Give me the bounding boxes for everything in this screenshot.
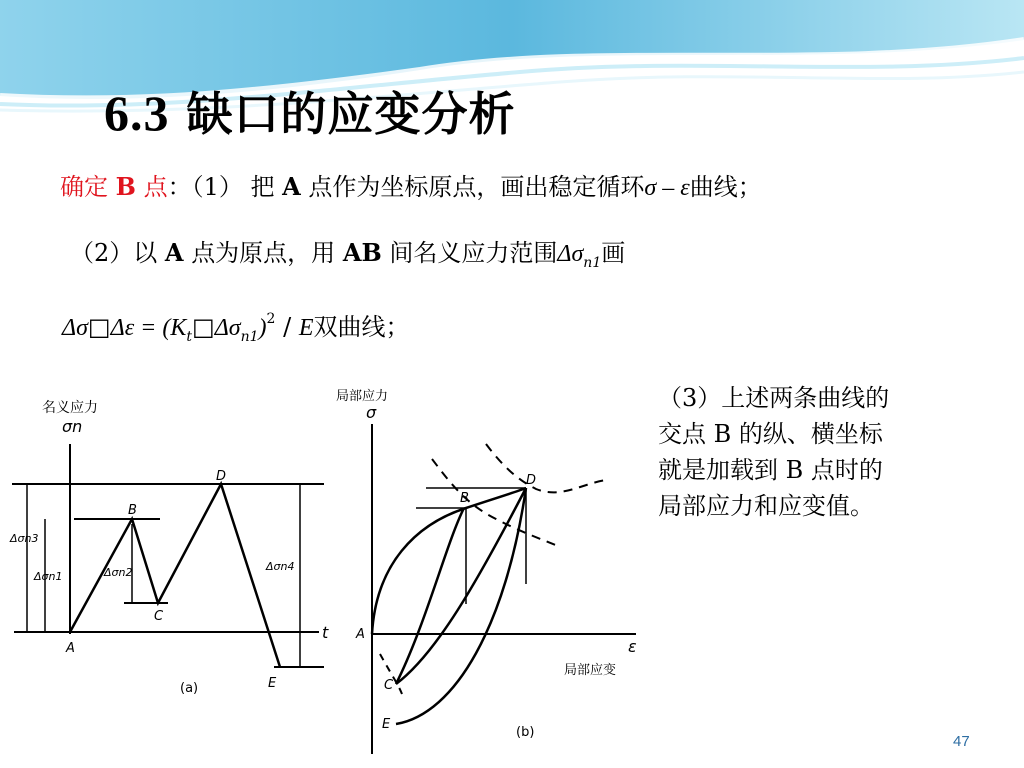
f-ds: Δσ	[214, 315, 241, 341]
fig-a-point: E	[268, 676, 277, 691]
fig-a-t-axis: t	[322, 623, 329, 642]
line1-t2: 点作为坐标原点，画出稳定循环	[308, 173, 645, 201]
fig-b-point: C	[384, 678, 394, 693]
para-line: 交点 B 的纵、横坐标	[658, 420, 883, 448]
para-line: （3）上述两条曲线的	[658, 384, 890, 412]
f-box2: □	[192, 313, 215, 341]
f-lhs: Δσ	[62, 315, 88, 341]
fig-a-label: Δσn4	[266, 560, 295, 573]
f-box1: □	[87, 313, 111, 341]
fig-b-xsym: ε	[628, 637, 637, 656]
fig-a-point: A	[66, 641, 75, 656]
f-de: Δε = (	[110, 315, 171, 341]
line2-t4: 画	[601, 239, 626, 267]
fig-a-ysym: σn	[62, 417, 83, 436]
f-exp: 2	[266, 311, 276, 327]
text-line-1	[60, 172, 762, 203]
figure-a-nominal-stress	[4, 384, 336, 754]
line2-t1: 以	[133, 239, 158, 267]
fig-b-point: A	[356, 627, 365, 642]
title-text: 缺口的应变分析	[186, 87, 516, 141]
para-line: 局部应力和应变值。	[658, 492, 874, 520]
line2-sym: Δσ	[557, 241, 584, 267]
line2-t2: 点为原点，用	[191, 239, 336, 267]
page-number: 47	[953, 733, 970, 750]
step3-paragraph	[658, 380, 988, 524]
figure-b-local-stress-strain	[336, 384, 656, 754]
f-close: )	[258, 315, 267, 341]
fig-a-ylabel: 名义应力	[42, 400, 98, 416]
para-line: 就是加载到 B 点时的	[658, 456, 883, 484]
line1-a: A	[282, 172, 301, 201]
f-dsub: n1	[240, 329, 259, 345]
f-t: 双曲线；	[313, 313, 410, 341]
line2-sub: n1	[583, 255, 602, 271]
fig-a-point: C	[154, 609, 164, 624]
fig-a-caption: (a)	[180, 681, 199, 696]
line2-ab: AB	[342, 238, 382, 267]
line1-label-tail: 点	[143, 173, 168, 201]
line2-t3: 间名义应力范围	[389, 239, 558, 267]
line1-sym: σ – ε	[644, 175, 690, 201]
line1-t1: 把	[250, 173, 275, 201]
fig-b-ylabel: 局部应力	[336, 389, 389, 404]
line2-a: A	[164, 238, 184, 267]
fig-b-point: E	[382, 717, 391, 732]
line1-sep: ：	[167, 173, 192, 201]
fig-b-xlabel: 局部应变	[564, 663, 617, 678]
fig-a-label: Δσn3	[10, 532, 39, 545]
line1-label-b: B	[115, 172, 136, 201]
f-ksub: t	[186, 329, 192, 345]
line1-step: （1）	[191, 173, 243, 201]
page-title	[104, 78, 516, 144]
line2-step: （2）	[70, 239, 134, 267]
title-number: 6.3	[104, 85, 170, 141]
formula-line-3	[62, 304, 409, 352]
fig-b-point: B	[460, 491, 469, 506]
f-k: K	[170, 315, 187, 341]
text-line-2	[70, 238, 625, 278]
line1-t3: 曲线；	[689, 173, 762, 201]
fig-a-label: Δσn2	[104, 566, 133, 579]
fig-b-caption: (b)	[516, 725, 535, 740]
f-e: E	[298, 315, 314, 341]
fig-a-point: D	[216, 469, 227, 484]
f-slash: /	[275, 313, 299, 341]
fig-b-ysym: σ	[366, 403, 377, 422]
fig-a-label: Δσn1	[34, 570, 63, 583]
fig-a-point: B	[128, 503, 137, 518]
fig-b-point: D	[526, 473, 537, 488]
line1-label: 确定	[60, 173, 108, 201]
